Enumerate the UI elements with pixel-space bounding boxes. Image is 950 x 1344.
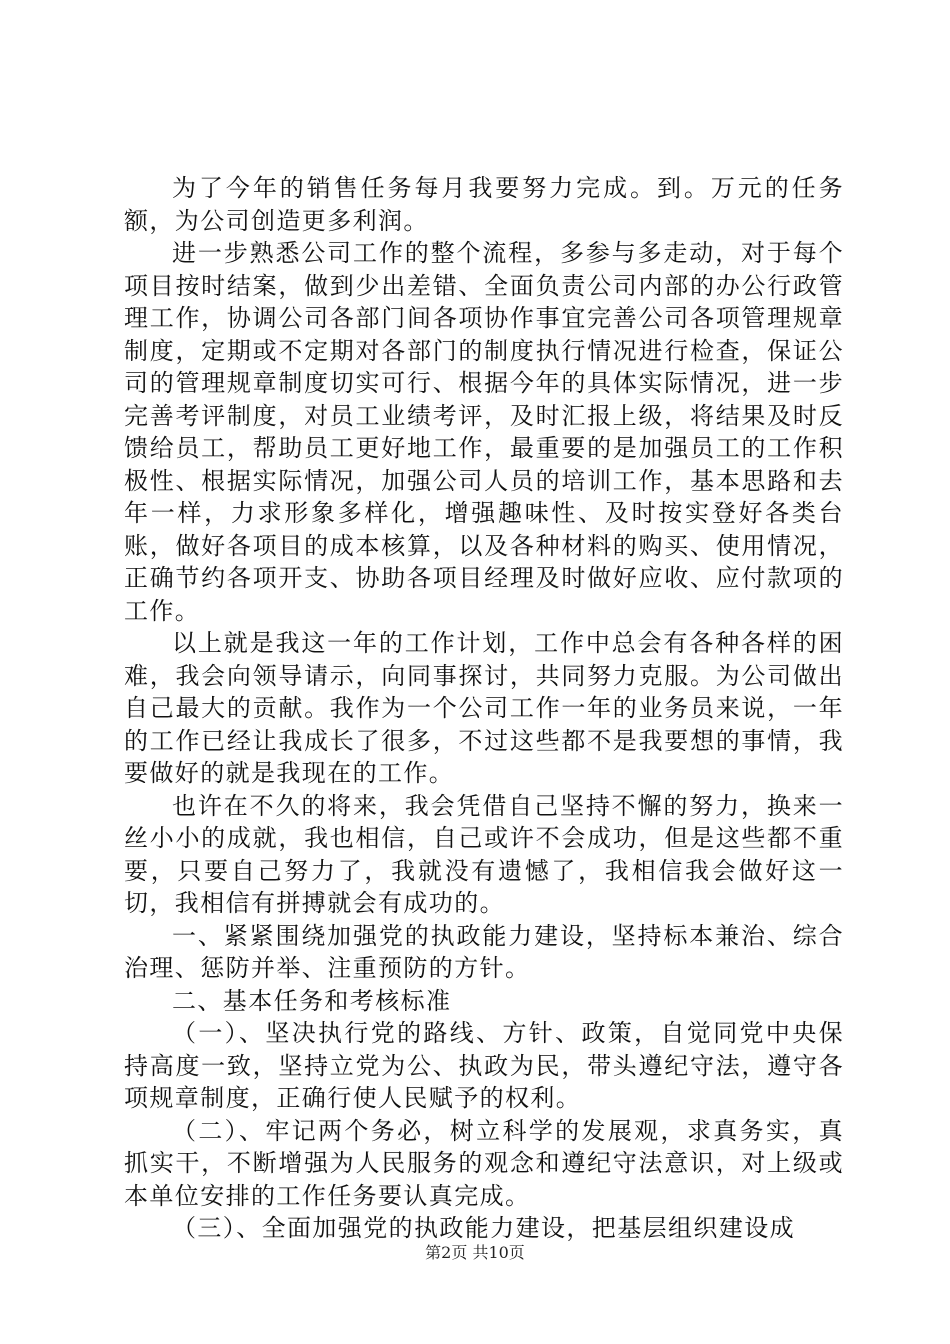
- paragraph-sales-goal: 为了今年的销售任务每月我要努力完成。到。万元的任务额，为公司创造更多利润。: [124, 174, 844, 235]
- paragraph-work-plan: 进一步熟悉公司工作的整个流程，多参与多走动，对于每个项目按时结案，做到少出差错、全面负责公司内部的办公行政管理工作，协调公司各部门间各项协作事宜完善公司各项管理规章制度，定期或不定期对各部门的制度执行情况进行检查，保证公司的管理规章制度切实可行、根据今年的具体实际情况，进一步完善考评制度，对员工业绩考评，及时汇报上级，将结果及时反馈给员工，帮助员工更好地工作，最重要的是加强员工的工作积极性、根据实际情况，加强公司人员的培训工作，基本思路和去年一样，力求形象多样化，增强趣味性、及时按实登好各类台账，做好各项目的成本核算，以及各种材料的购买、使用情况，正确节约各项开支、协助各项目经理及时做好应收、应付款项的工作。: [124, 239, 844, 625]
- paragraph-section-one: 一、紧紧围绕加强党的执政能力建设，坚持标本兼治、综合治理、惩防并举、注重预防的方针。: [124, 921, 844, 982]
- paragraph-summary: 以上就是我这一年的工作计划，工作中总会有各种各样的困难，我会向领导请示，向同事探讨，共同努力克服。为公司做出自己最大的贡献。我作为一个公司工作一年的业务员来说，一年的工作已经让我成长了很多，不过这些都不是我要想的事情，我要做好的就是我现在的工作。: [124, 629, 844, 787]
- paragraph-future: 也许在不久的将来，我会凭借自己坚持不懈的努力，换来一丝小小的成就，我也相信，自己或许不会成功，但是这些都不重要，只要自己努力了，我就没有遗憾了，我相信我会做好这一切，我相信有拼搏就会有成功的。: [124, 791, 844, 917]
- paragraph-section-two-heading: 二、基本任务和考核标准: [172, 986, 452, 1015]
- document-body: [124, 172, 844, 1245]
- paragraph-item-two: （二）、牢记两个务必，树立科学的发展观，求真务实，真抓实干，不断增强为人民服务的观念和遵纪守法意识，对上级或本单位安排的工作任务要认真完成。: [124, 1116, 844, 1210]
- page-footer: 第2页 共10页: [425, 1243, 525, 1262]
- paragraph-item-three: （三）、全面加强党的执政能力建设，把基层组织建设成: [172, 1214, 795, 1242]
- paragraph-item-one: （一）、坚决执行党的路线、方针、政策，自觉同党中央保持高度一致，坚持立党为公、执政为民，带头遵纪守法，遵守各项规章制度，正确行使人民赋予的权利。: [124, 1019, 844, 1112]
